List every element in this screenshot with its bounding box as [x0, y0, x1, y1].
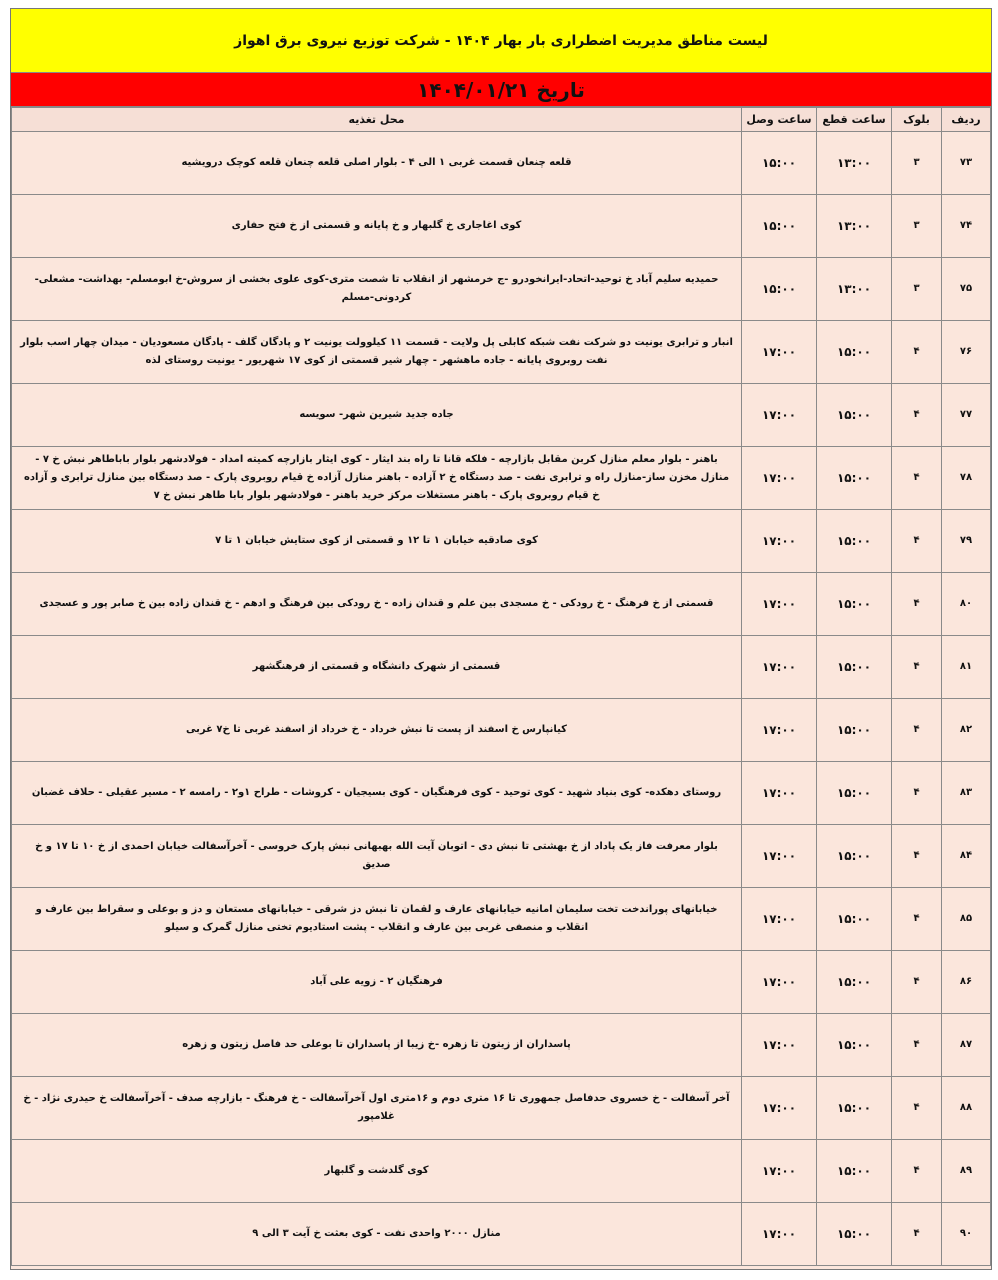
block-cell: ۳ — [892, 132, 942, 195]
connect-time-cell: ۱۷:۰۰ — [742, 384, 817, 447]
cut-time-cell: ۱۵:۰۰ — [817, 573, 892, 636]
row-number-cell: ۷۵ — [942, 258, 991, 321]
row-number-cell: ۷۶ — [942, 321, 991, 384]
block-cell: ۴ — [892, 1140, 942, 1203]
connect-time-cell: ۱۷:۰۰ — [742, 1203, 817, 1266]
block-cell: ۴ — [892, 699, 942, 762]
table-row — [12, 321, 991, 384]
connect-time-cell: ۱۷:۰۰ — [742, 762, 817, 825]
cut-time-cell: ۱۵:۰۰ — [817, 1077, 892, 1140]
table-row — [12, 951, 991, 1014]
location-cell: کوی اغاجاری خ گلبهار و خ پایانه و قسمتی از خ فتح حفاری — [12, 195, 742, 258]
connect-time-cell: ۱۵:۰۰ — [742, 195, 817, 258]
row-number-cell: ۸۰ — [942, 573, 991, 636]
connect-time-cell: ۱۷:۰۰ — [742, 573, 817, 636]
table-row — [12, 195, 991, 258]
connect-time-cell: ۱۵:۰۰ — [742, 132, 817, 195]
row-number-cell: ۷۴ — [942, 195, 991, 258]
connect-time-cell: ۱۷:۰۰ — [742, 447, 817, 510]
table-row — [12, 888, 991, 951]
location-cell: روستای دهکده- کوی بنیاد شهید - کوی توحید - کوی فرهنگیان - کوی بسیجیان - کروشات - طراح ۱و۲ - رامسه ۲ - مسیر عقیلی - حلاف غضبان — [12, 762, 742, 825]
block-cell: ۳ — [892, 258, 942, 321]
cut-time-cell: ۱۵:۰۰ — [817, 1140, 892, 1203]
table-row — [12, 1140, 991, 1203]
cut-time-cell: ۱۵:۰۰ — [817, 321, 892, 384]
cut-time-cell: ۱۵:۰۰ — [817, 636, 892, 699]
row-number-cell: ۸۹ — [942, 1140, 991, 1203]
block-cell: ۴ — [892, 825, 942, 888]
table-row — [12, 258, 991, 321]
table-body — [12, 132, 991, 1266]
location-cell: جاده جدید شیرین شهر- سویسه — [12, 384, 742, 447]
block-cell: ۴ — [892, 888, 942, 951]
row-number-cell: ۸۳ — [942, 762, 991, 825]
block-cell: ۴ — [892, 636, 942, 699]
connect-time-cell: ۱۷:۰۰ — [742, 636, 817, 699]
table-row — [12, 636, 991, 699]
row-number-cell: ۷۸ — [942, 447, 991, 510]
location-cell: قسمتی از شهرک دانشگاه و قسمتی از فرهنگشهر — [12, 636, 742, 699]
connect-time-cell: ۱۵:۰۰ — [742, 258, 817, 321]
connect-time-cell: ۱۷:۰۰ — [742, 1014, 817, 1077]
cut-time-cell: ۱۵:۰۰ — [817, 951, 892, 1014]
col-header-location: محل تغذیه — [12, 108, 742, 132]
row-number-cell: ۷۹ — [942, 510, 991, 573]
row-number-cell: ۸۵ — [942, 888, 991, 951]
block-cell: ۴ — [892, 1077, 942, 1140]
connect-time-cell: ۱۷:۰۰ — [742, 1140, 817, 1203]
table-row — [12, 573, 991, 636]
table-row — [12, 1077, 991, 1140]
page-title: لیست مناطق مدیریت اضطراری بار بهار ۱۴۰۴ - شرکت توزیع نیروی برق اهواز — [234, 32, 768, 49]
location-cell: انبار و ترابری یونیت دو شرکت نفت شبکه کابلی پل ولایت - قسمت ۱۱ کیلوولت یونیت ۲ و پادگان گلف - پادگان مسعودیان - میدان چهار اسب بلوار نفت روبروی پایانه - جاده ماهشهر - چهار شیر قسمتی از کوی ۱۷ شهریور - یونیت روستای لذه — [12, 321, 742, 384]
table-row — [12, 447, 991, 510]
table-row — [12, 510, 991, 573]
table-row — [12, 825, 991, 888]
cut-time-cell: ۱۵:۰۰ — [817, 447, 892, 510]
connect-time-cell: ۱۷:۰۰ — [742, 951, 817, 1014]
cut-time-cell: ۱۵:۰۰ — [817, 1014, 892, 1077]
col-header-cut: ساعت قطع — [817, 108, 892, 132]
col-header-connect: ساعت وصل — [742, 108, 817, 132]
cut-time-cell: ۱۵:۰۰ — [817, 1203, 892, 1266]
block-cell: ۴ — [892, 321, 942, 384]
col-header-block: بلوک — [892, 108, 942, 132]
location-cell: آخر آسفالت - خ خسروی حدفاصل جمهوری تا ۱۶ متری دوم و ۱۶متری اول آخرآسفالت - خ فرهنگ - بازارچه صدف - آخرآسفالت خ حیدری نژاد - خ غلامپور — [12, 1077, 742, 1140]
connect-time-cell: ۱۷:۰۰ — [742, 1077, 817, 1140]
cut-time-cell: ۱۳:۰۰ — [817, 258, 892, 321]
location-cell: حمیدیه سلیم آباد خ توحید-اتحاد-ایرانخودرو -ج خرمشهر از انقلاب تا شصت متری-کوی علوی بخشی از سروش-خ ابومسلم- بهداشت- مشعلی- کردونی-مسلم — [12, 258, 742, 321]
cut-time-cell: ۱۵:۰۰ — [817, 762, 892, 825]
row-number-cell: ۸۷ — [942, 1014, 991, 1077]
location-cell: قلعه چنعان قسمت غربی ۱ الی ۴ - بلوار اصلی قلعه چنعان قلعه کوچک درویشیه — [12, 132, 742, 195]
cut-time-cell: ۱۵:۰۰ — [817, 510, 892, 573]
location-cell: پاسداران از زیتون تا زهره -خ زیبا از پاسداران تا بوعلی حد فاصل زیتون و زهره — [12, 1014, 742, 1077]
col-header-row: ردیف — [942, 108, 991, 132]
row-number-cell: ۸۴ — [942, 825, 991, 888]
location-cell: کوی صادقیه خیابان ۱ تا ۱۲ و قسمتی از کوی ستایش خیابان ۱ تا ۷ — [12, 510, 742, 573]
row-number-cell: ۸۲ — [942, 699, 991, 762]
connect-time-cell: ۱۷:۰۰ — [742, 825, 817, 888]
block-cell: ۴ — [892, 573, 942, 636]
outage-table — [11, 107, 991, 1266]
table-row — [12, 1014, 991, 1077]
cut-time-cell: ۱۳:۰۰ — [817, 132, 892, 195]
table-row — [12, 762, 991, 825]
row-number-cell: ۹۰ — [942, 1203, 991, 1266]
location-cell: باهنر - بلوار معلم منازل کربن مقابل بازارچه - فلکه قانا تا راه بند ایثار - کوی ایثار بازارچه کمیته امداد - فولادشهر بلوار باباطاهر نبش خ ۷ - منازل مخزن ساز-منازل راه و ترابری نفت - صد دستگاه خ ۲ آزاده - باهنر منازل آزاده خ قیام روبروی پارک - صد دستگاه بین منازل ترابری و آزاده خ قیام روبروی پارک - باهنر مستغلات مرکز خرید باهنر - فولادشهر بلوار بابا طاهر نبش خ ۷ — [12, 447, 742, 510]
location-cell: بلوار معرفت فاز یک پاداد از خ بهشتی تا نبش دی - اتوبان آیت الله بهبهانی نبش پارک خروسی - آخرآسفالت خیابان احمدی از خ ۱۰ تا ۱۷ و خ صدیق — [12, 825, 742, 888]
cut-time-cell: ۱۵:۰۰ — [817, 888, 892, 951]
connect-time-cell: ۱۷:۰۰ — [742, 321, 817, 384]
location-cell: کوی گلدشت و گلبهار — [12, 1140, 742, 1203]
date-bar — [11, 73, 991, 107]
row-number-cell: ۸۶ — [942, 951, 991, 1014]
connect-time-cell: ۱۷:۰۰ — [742, 699, 817, 762]
table-header-row — [12, 108, 991, 132]
table-row — [12, 384, 991, 447]
cut-time-cell: ۱۵:۰۰ — [817, 825, 892, 888]
table-row — [12, 699, 991, 762]
block-cell: ۴ — [892, 951, 942, 1014]
table-row — [12, 132, 991, 195]
block-cell: ۴ — [892, 510, 942, 573]
row-number-cell: ۸۱ — [942, 636, 991, 699]
row-number-cell: ۷۳ — [942, 132, 991, 195]
location-cell: خیابانهای پوراندخت تخت سلیمان امانیه خیابانهای عارف و لقمان تا نبش دز شرقی - خیابانهای مستعان و دز و بوعلی و سقراط بین عارف و انقلاب و منصفی غربی بین عارف و انقلاب - پشت استادیوم تختی منازل گمرک و سیلو — [12, 888, 742, 951]
cut-time-cell: ۱۵:۰۰ — [817, 384, 892, 447]
date-label: تاریخ ۱۴۰۴/۰۱/۲۱ — [417, 77, 585, 102]
location-cell: منازل ۲۰۰۰ واحدی نفت - کوی بعثت خ آیت ۳ الی ۹ — [12, 1203, 742, 1266]
location-cell: قسمتی از خ فرهنگ - خ رودکی - خ مسجدی بین علم و قندان زاده - خ رودکی بین فرهنگ و ادهم - خ قندان زاده بین خ صابر پور و عسجدی — [12, 573, 742, 636]
connect-time-cell: ۱۷:۰۰ — [742, 510, 817, 573]
block-cell: ۴ — [892, 762, 942, 825]
row-number-cell: ۷۷ — [942, 384, 991, 447]
cut-time-cell: ۱۳:۰۰ — [817, 195, 892, 258]
location-cell: کیانپارس خ اسفند از پست تا نبش خرداد - خ خرداد از اسفند غربی تا خ۷ غربی — [12, 699, 742, 762]
block-cell: ۳ — [892, 195, 942, 258]
cut-time-cell: ۱۵:۰۰ — [817, 699, 892, 762]
schedule-sheet — [10, 8, 992, 1270]
block-cell: ۴ — [892, 1014, 942, 1077]
block-cell: ۴ — [892, 447, 942, 510]
title-bar — [11, 9, 991, 73]
location-cell: فرهنگیان ۲ - زویه علی آباد — [12, 951, 742, 1014]
block-cell: ۴ — [892, 384, 942, 447]
row-number-cell: ۸۸ — [942, 1077, 991, 1140]
connect-time-cell: ۱۷:۰۰ — [742, 888, 817, 951]
table-row — [12, 1203, 991, 1266]
block-cell: ۴ — [892, 1203, 942, 1266]
